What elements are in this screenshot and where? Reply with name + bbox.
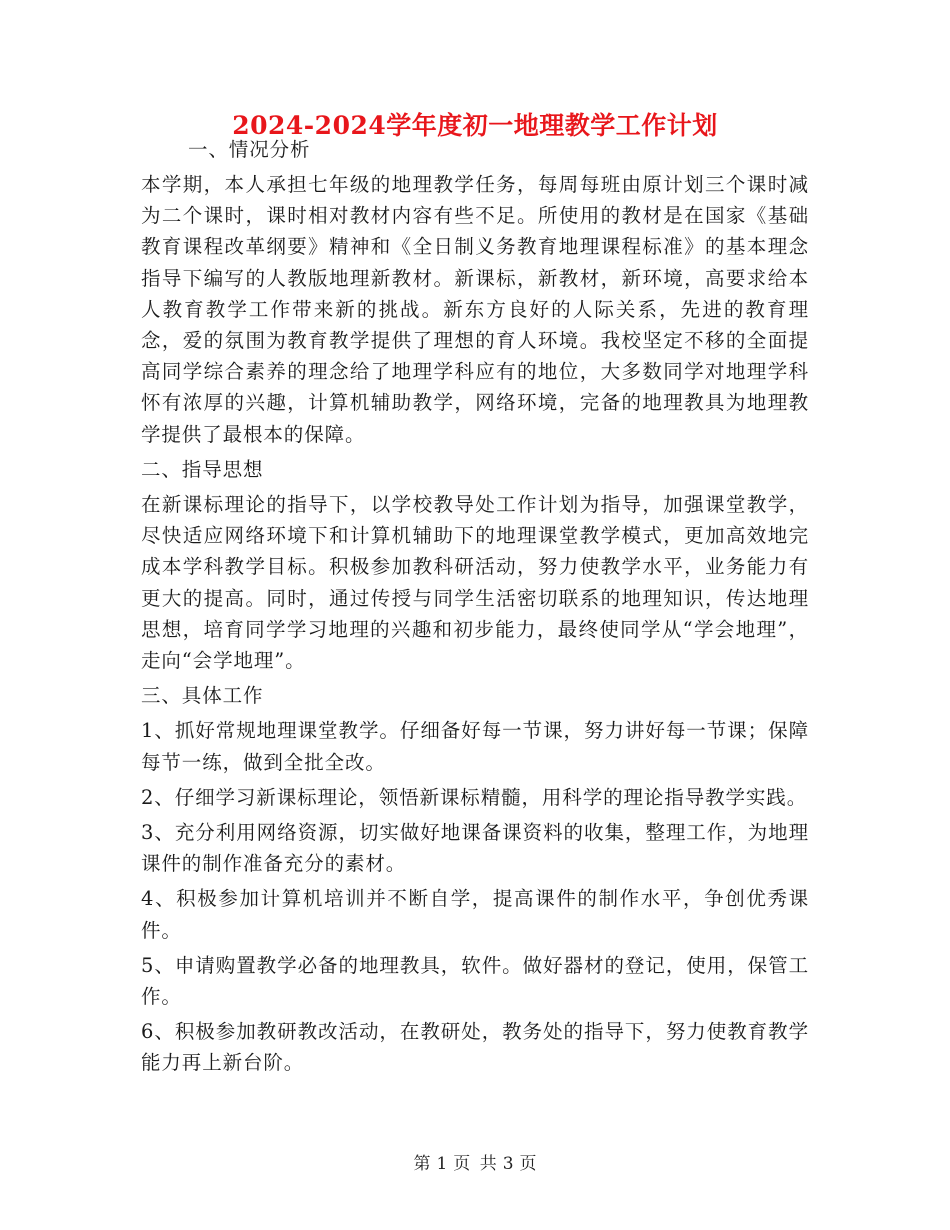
list-item: 6、积极参加教研教改活动，在教研处，教务处的指导下，努力使教育教学能力再上新台阶。 [141, 1020, 809, 1075]
list-item: 1、抓好常规地理课堂教学。仔细备好每一节课，努力讲好每一节课；保障每节一练，做到全批全改。 [141, 719, 809, 774]
list-item: 3、充分利用网络资源，切实做好地课备课资料的收集，整理工作，为地理课件的制作准备充分的素材。 [141, 821, 809, 876]
footer-suffix: 页 [519, 1154, 537, 1174]
list-item: 4、积极参加计算机培训并不断自学，提高课件的制作水平，争创优秀课件。 [141, 887, 809, 942]
list-item: 5、申请购置教学必备的地理教具，软件。做好器材的登记，使用，保管工作。 [141, 953, 809, 1009]
list-item: 2、仔细学习新课标理论，领悟新课标精髓，用科学的理论指导教学实践。 [141, 785, 808, 809]
footer-total-pages: 3 [502, 1154, 514, 1174]
footer-page-number: 1 [436, 1154, 448, 1174]
document-body [141, 136, 809, 1079]
section-heading-situation: 一、情况分析 [188, 138, 311, 161]
document-title: 2024-2024学年度初一地理教学工作计划 [232, 111, 718, 140]
footer-mid: 页 共 [453, 1154, 497, 1174]
page-footer [0, 1152, 950, 1176]
section-heading-tasks: 三、具体工作 [141, 684, 264, 708]
paragraph-situation: 本学期，本人承担七年级的地理教学任务，每周每班由原计划三个课时减为二个课时，课时相对教材内容有些不足。所使用的教材是在国家《基础教育课程改革纲要》精神和《全日制义务教育地理课程标准》的基本理念指导下编写的人教版地理新教材。新课标，新教材，新环境，高要求给本人教育教学工作带来新的挑战。新东方良好的人际关系，先进的教育理念，爱的氛围为教育教学提供了理想的育人环境。我校坚定不移的全面提高同学综合素养的理念给了地理学科应有的地位，大多数同学对地理学科怀有浓厚的兴趣，计算机辅助教学，网络环境，完备的地理教具为地理教学提供了最根本的保障。 [141, 173, 809, 446]
paragraph-guidance: 在新课标理论的指导下，以学校教导处工作计划为指导，加强课堂教学，尽快适应网络环境下和计算机辅助下的地理课堂教学模式，更加高效地完成本学科教学目标。积极参加教科研活动，努力使教学水平，业务能力有更大的提高。同时，通过传授与同学生活密切联系的地理知识，传达地理思想，培育同学学习地理的兴趣和初步能力，最终使同学从“学会地理”，走向“会学地理”。 [141, 493, 809, 673]
section-heading-guidance: 二、指导思想 [141, 457, 264, 481]
footer-prefix: 第 [413, 1154, 431, 1174]
